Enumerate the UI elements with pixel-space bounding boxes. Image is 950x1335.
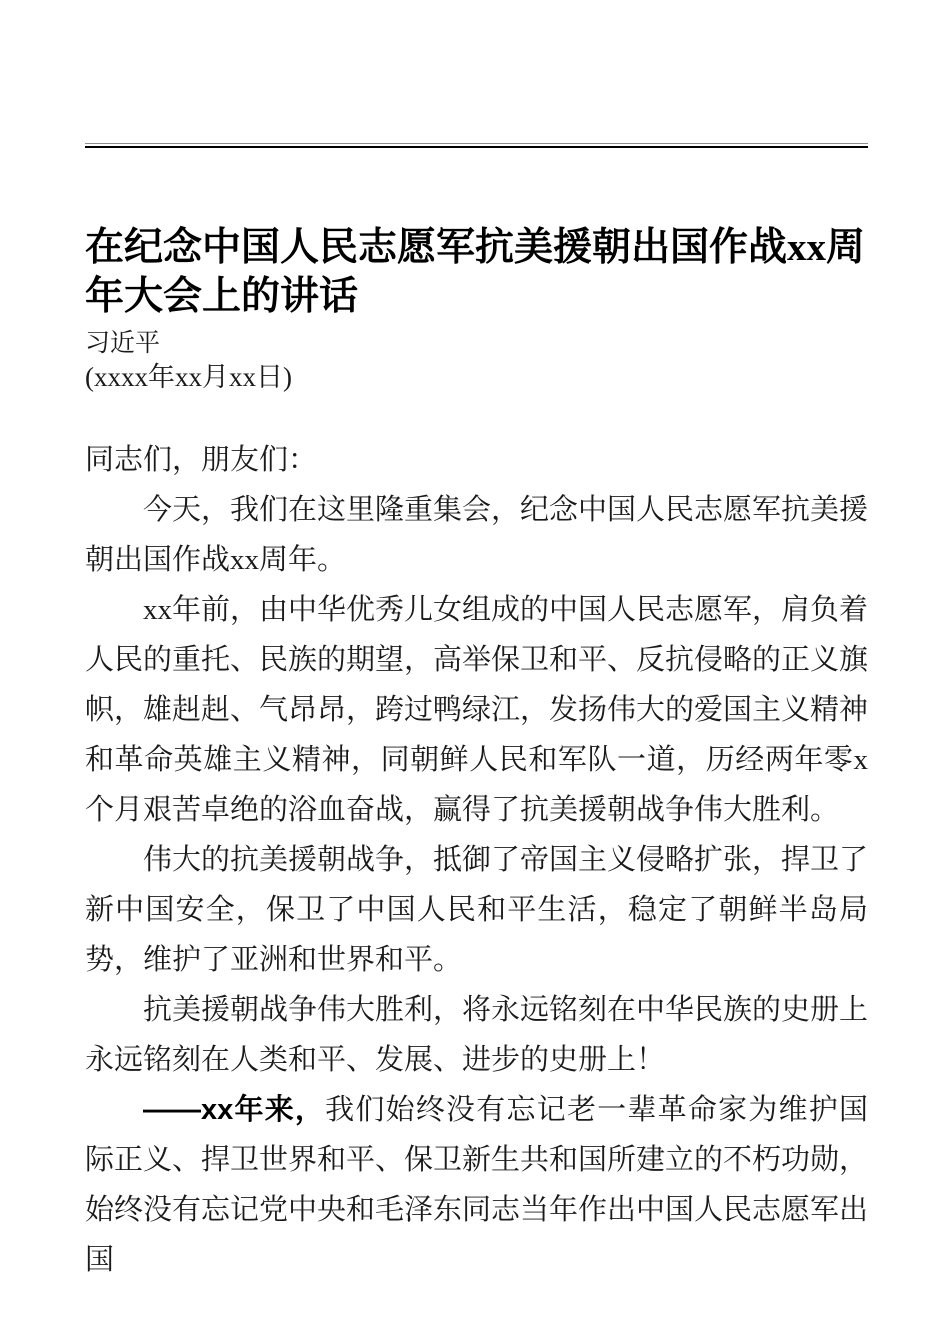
paragraph-2: xx年前，由中华优秀儿女组成的中国人民志愿军，肩负着人民的重托、民族的期望，高举保卫和平、反抗侵略的正义旗帜，雄赳赳、气昂昂，跨过鸭绿江，发扬伟大的爱国主义精神和革命英雄主义精神，同朝鲜人民和军队一道，历经两年零x个月艰苦卓绝的浴血奋战，赢得了抗美援朝战争伟大胜利。 xyxy=(85,594,869,826)
date-line: (xxxx年xx月xx日) xyxy=(85,362,292,392)
salutation: 同志们，朋友们： xyxy=(85,444,318,476)
paragraph-5 xyxy=(85,1085,868,1285)
header-rule xyxy=(85,143,868,148)
document-title: 在纪念中国人民志愿军抗美援朝出国作战xx周年大会上的讲话 xyxy=(85,226,866,318)
paragraph-3: 伟大的抗美援朝战争，抵御了帝国主义侵略扩张，捍卫了新中国安全，保卫了中国人民和平生活，稳定了朝鲜半岛局势，维护了亚洲和世界和平。 xyxy=(85,844,869,976)
paragraph-5-text: 我们始终没有忘记老一辈革命家为维护国际正义、捍卫世界和平、保卫新生共和国所建立的不朽功勋，始终没有忘记党中央和毛泽东同志当年作出中国人民志愿军出国 xyxy=(85,1094,869,1276)
paragraph-1: 今天，我们在这里隆重集会，纪念中国人民志愿军抗美援朝出国作战xx周年。 xyxy=(85,494,869,576)
author-line: 习近平 xyxy=(85,330,161,357)
paragraph-4: 抗美援朝战争伟大胜利，将永远铭刻在中华民族的史册上永远铭刻在人类和平、发展、进步的史册上！ xyxy=(85,994,869,1076)
paragraph-5-bold-lead: ——xx年来， xyxy=(143,1094,326,1126)
document-body xyxy=(85,435,868,1285)
